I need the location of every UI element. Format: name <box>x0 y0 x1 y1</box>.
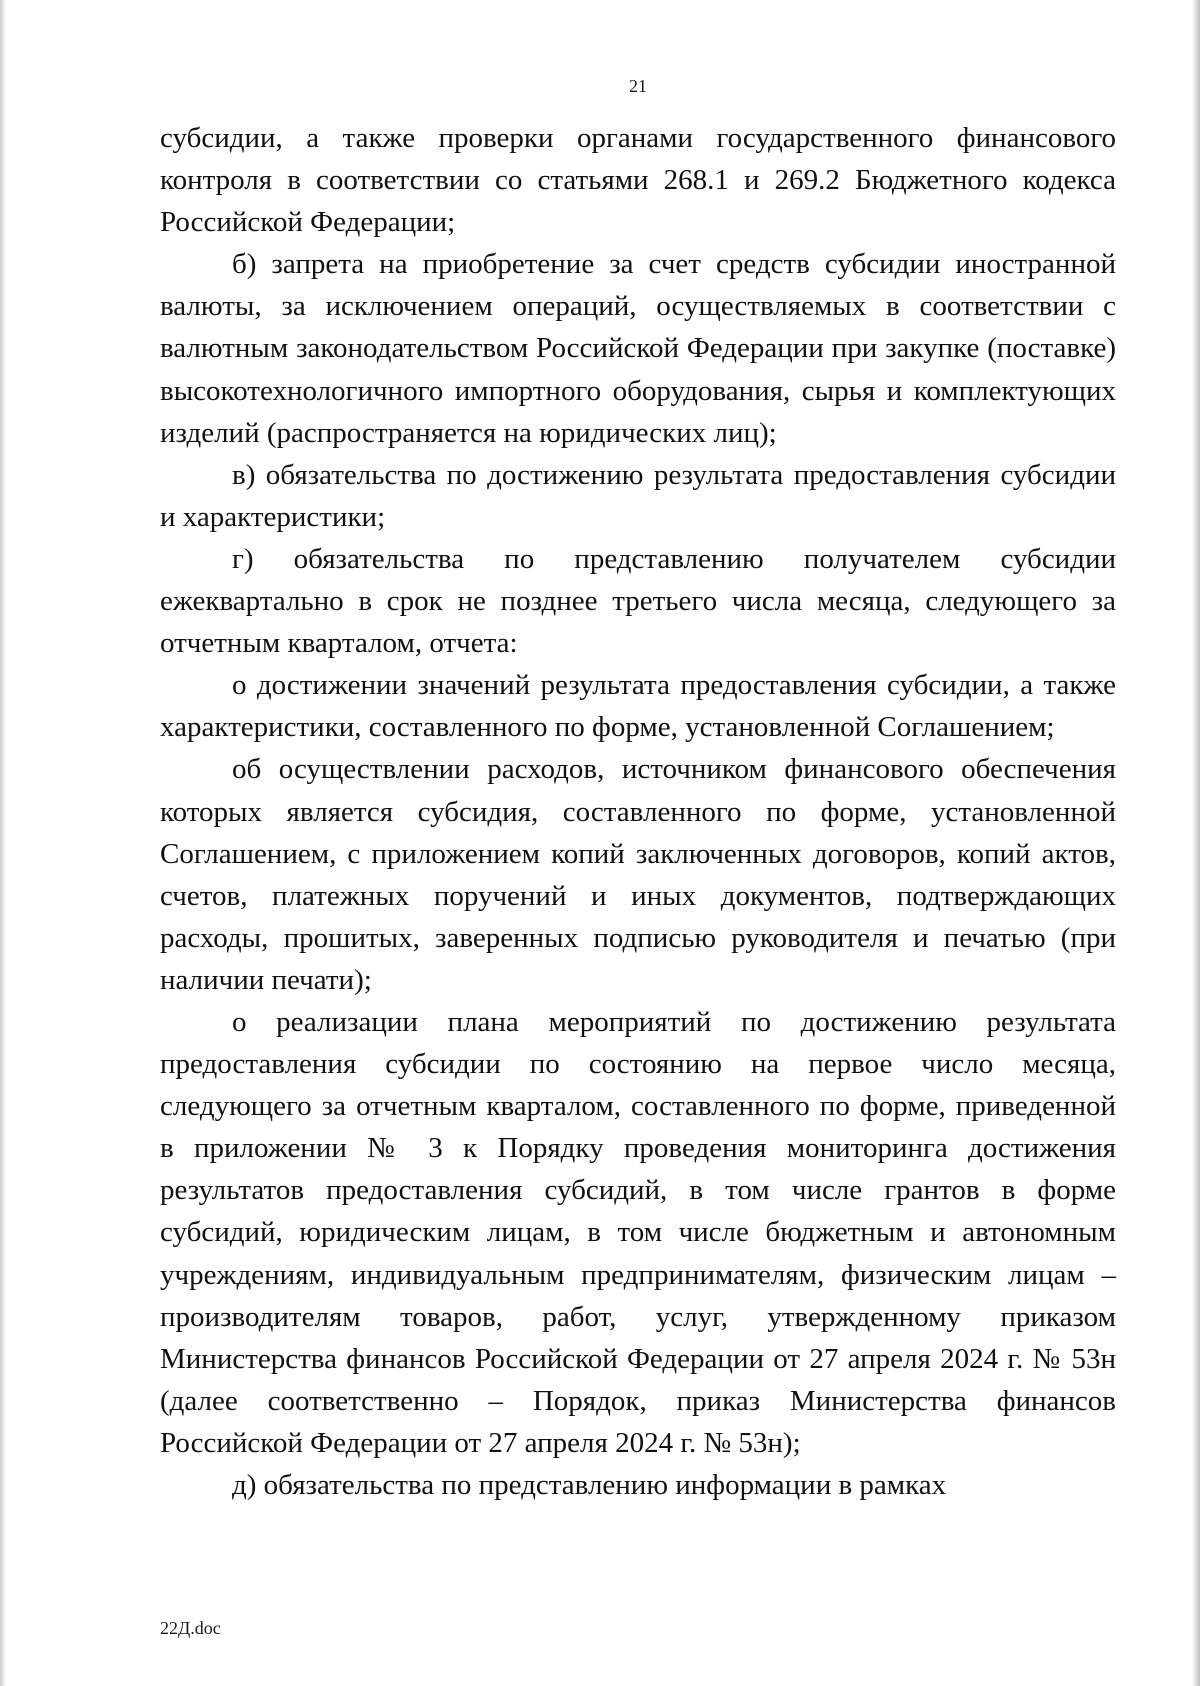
paragraph-continuation: субсидии, а также проверки органами государственного финансового контроля в соответствии со статьями 268.1 и 269.2 Бюджетного кодекса Российской Федерации; <box>160 122 1116 239</box>
paragraph-item-b: б) запрета на приобретение за счет средств субсидии иностранной валюты, за исключением операций, осуществляемых в соответствии с валютным законодательством Российской Федерации при закупке (поставке) высокотехнологичного импортного оборудования, сырья и комплектующих изделий (распространяется на юридических лиц); <box>160 248 1116 449</box>
footer-filename: 22Д.doc <box>160 1618 221 1638</box>
paragraph-report-expenses: об осуществлении расходов, источником финансового обеспечения которых является субсидия, составленного по форме, установленной Соглашением, с приложением копий заключенных договоров, копий актов, счетов, платежных поручений и иных документов, подтверждающих расходы, прошитых, заверенных подписью руководителя и печатью (при наличии печати); <box>160 753 1116 996</box>
paragraph-item-v: в) обязательства по достижению результата предоставления субсидии и характеристики; <box>160 458 1116 533</box>
paragraph-item-g: г) обязательства по представлению получателем субсидии ежеквартально в срок не позднее третьего числа месяца, следующего за отчетным кварталом, отчета: <box>160 542 1116 660</box>
document-body <box>160 117 1116 1506</box>
paragraph-item-d: д) обязательства по представлению информации в рамках <box>232 1469 947 1501</box>
paragraph-report-results: о достижении значений результата предоставления субсидии, а также характеристики, составленного по форме, установленной Соглашением; <box>160 669 1116 744</box>
scan-edge-left <box>0 0 6 1686</box>
paragraph-report-plan: о реализации плана мероприятий по достижению результата предоставления субсидии по состоянию на первое число месяца, следующего за отчетным кварталом, составленного по форме, приведенной в приложении № 3 к Порядку проведения мониторинга достижения результатов предоставления субсидий, в том числе грантов в форме субсидий, юридическим лицам, в том числе бюджетным и автономным учреждениям, индивидуальным предпринимателям, физическим лицам – производителям товаров, работ, услуг, утвержденному приказом Министерства финансов Российской Федерации от 27 апреля 2024 г. № 53н (далее соответственно – Порядок, приказ Министерства финансов Российской Федерации от 27 апреля 2024 г. № 53н); <box>160 1005 1116 1459</box>
scan-edge-right <box>1192 0 1200 1686</box>
page-number: 21 <box>629 76 647 96</box>
